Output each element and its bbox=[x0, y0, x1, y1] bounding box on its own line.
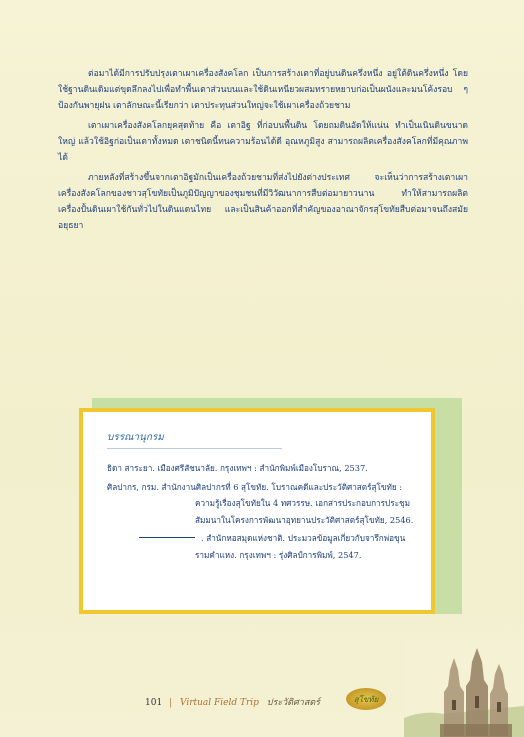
bibliography-heading: บรรณานุกรม bbox=[107, 432, 164, 443]
paragraph-1: ต่อมาได้มีการปรับปรุงเตาเผาเครื่องสังคโลก เป็นการสร้างเตาที่อยู่บนดินครึ่งหนึ่ง อยู่ใต้ดินครึ่งหนึ่ง โดยใช้ฐานดินเดิมแต่ขุดลึกลงไปเพื่อทำพื้นเตาส่วนบนและใช้ดินเหนียวผสมทรายหยาบก่อเป็นผนังและมนโค้งรอบ ๆ ป้องกันพายุฝน เตาลักษณะนี้เรียกว่า เตาประทุนส่วนใหญ่จะใช้เผาเครื่องถ้วยชาม bbox=[58, 69, 468, 111]
paragraph-3: ภายหลังที่สร้างขึ้นจากเตาอิฐมักเป็นเครื่องถ้วยชามที่ส่งไปยังต่างประเทศ จะเห็นว่าการสร้างเตาเผาเครื่องสังคโลกของชาวสุโขทัยเป็นภูมิปัญญาของชุมชนที่มีวิวัฒนาการสืบต่อมายาวนาน ทำให้สามารถผลิตเครื่องปั้นดินเผาใช้กันทั่วไปในดินแดนไทย และเป็นสินค้าออกที่สำคัญของอาณาจักรสุโขทัยสืบต่อมาจนถึงสมัยอยุธยา bbox=[58, 173, 468, 231]
heading-rule bbox=[107, 448, 282, 449]
footer-text bbox=[145, 695, 320, 709]
sukhothai-badge-logo bbox=[346, 688, 386, 710]
bibliography-entry-text: . สำนักหอสมุดแห่งชาติ. ประมวลข้อมูลเกี่ยวกับจารึกพ่อขุนรามคำแหง. กรุงเทพฯ : รุ่งศิลป์การพิมพ์, 2547. bbox=[195, 533, 406, 560]
page-number: 101 bbox=[145, 698, 163, 708]
bibliography-entry: ธิดา สาระยา. เมืองศรีสัชนาลัย. กรุงเทพฯ : สำนักพิมพ์เมืองโบราณ, 2537. bbox=[107, 463, 368, 473]
paragraph-2: เตาเผาเครื่องสังคโลกยุคสุดท้าย คือ เตาอิฐ ที่ก่อบนพื้นดิน โดยถมดินอัดให้แน่น ทำเป็นเนินดินขนาดใหญ่ แล้วใช้อิฐก่อเป็นเตาทั้งหมด เตาชนิดนี้ทนความร้อนได้ดี อุณหภูมิสูง สามารถผลิตเครื่องสังคโลกที่มีคุณภาพได้ bbox=[58, 121, 468, 163]
bibliography-box bbox=[79, 408, 435, 614]
bibliography-entry: ศิลปากร, กรม. สำนักงานศิลปากรที่ 6 สุโขทัย. โบราณคดีและประวัติศาสตร์สุโขทัย : ความรู้เรื่องสุโขทัยใน 4 ทศวรรษ. เอกสารประกอบการประชุมสัมมนาในโครงการพัฒนาอุทยานประวัติศาสตร์สุโขทัย, 2546. bbox=[107, 481, 414, 525]
series-title-en: Virtual Field Trip bbox=[179, 698, 259, 708]
temple-ruins-illustration bbox=[404, 640, 524, 737]
series-title-th: ประวัติศาสตร์ bbox=[266, 698, 321, 708]
bibliography-list bbox=[107, 460, 419, 565]
footer-separator: | bbox=[169, 698, 173, 708]
repeated-author-dash bbox=[139, 537, 195, 538]
body-text bbox=[58, 66, 468, 238]
badge-text: สุโขทัย bbox=[353, 694, 379, 704]
bibliography-entry-repeat bbox=[107, 530, 419, 563]
